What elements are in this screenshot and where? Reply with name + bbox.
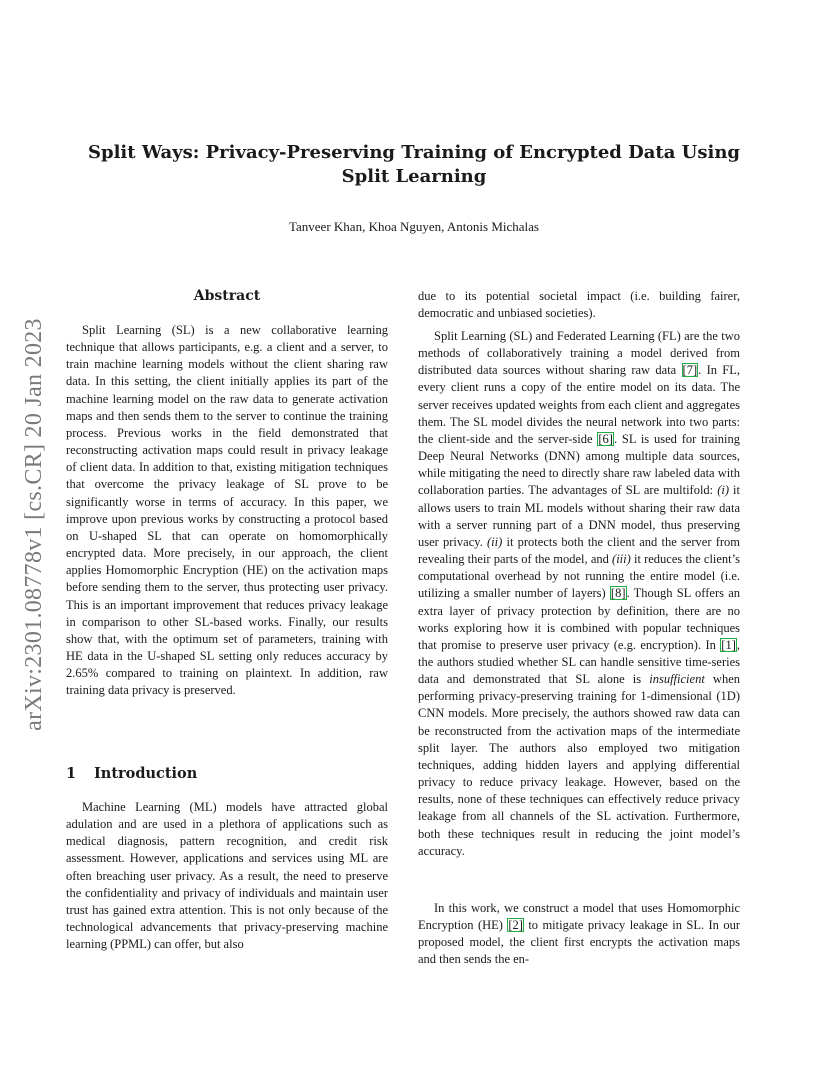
paper-title (80, 141, 748, 189)
text-run: . Though SL offers an extra layer of privacy protection by definition, there are no works exploring how it is combined with popular techniques that promise to preserve user privacy (e.g. encryption). In (418, 586, 740, 652)
abstract-text: Split Learning (SL) is a new collaborative learning technique that allows participants, e.g. a client and a server, to train machine learning models without the client sharing raw data. In this setting, the client initially applies its part of the machine learning model on the raw data to generate activation maps and then sends them to the server to continue the training process. Previous works in the field demonstrated that reconstructing activation maps could result in privacy leakage of client data. In addition to that, existing mitigation techniques that overcome the privacy leakage of SL prove to be significantly worse in terms of accuracy. In this paper, we improve upon previous works by constructing a protocol based on U-shaped SL that can operate on homomorphically encrypted data. More precisely, in our approach, the client applies Homomorphic Encryption (HE) on the activation maps before sending them to the server, thus protecting user privacy. This is an important improvement that reduces privacy leakage in comparison to other SL-based works. Finally, our results show that, with the optimum set of parameters, training with HE data in the U-shaped SL setting only reduces accuracy by 2.65% compared to training on plaintext. In addition, raw training data privacy is preserved. (66, 323, 388, 698)
citation-link[interactable]: [8] (610, 586, 626, 601)
text-run: In this work, we construct a model that uses Homomorphic Encryption (HE) (418, 901, 740, 933)
section-number: 1 (66, 765, 77, 782)
text-run: Split Learning (SL) and Federated Learning (FL) are the two methods of collaboratively training a model derived from distributed data sources without sharing raw data (418, 329, 740, 378)
citation-link[interactable]: [1] (721, 637, 736, 652)
section-title: Introduction (94, 765, 198, 782)
text-run: . SL is used for training Deep Neural Networks (DNN) among multiple data sources, while mitigating the need to directly share raw labeled data with collaboration parties. The advantages of SL are multifold: (418, 431, 741, 498)
citation-link[interactable]: [2] (508, 918, 523, 933)
emphasis-text: insufficient (649, 672, 705, 687)
text-run: . In FL, every client runs a copy of the entire model on its data. The server receives updated weights from each client and aggregates them. The SL model divides the neural network into two parts: the client-side and the server-side (418, 363, 741, 446)
abstract-heading: Abstract (193, 288, 261, 304)
text-run: it reduces the client’s computational overhead by not running the entire model (i.e. utilizing a smaller number of layers) (418, 552, 740, 601)
text-run: , the authors studied whether SL can handle sensitive time-series data and demonstrated that SL alone is (418, 637, 740, 687)
right-column-paragraph-2 (418, 900, 740, 969)
text-run: it allows users to train ML models without sharing their raw data with a server running part of a DNN model, thus preserving user privacy. (418, 483, 740, 549)
text-run: to mitigate privacy leakage in SL. In our proposed model, the client first encrypts the activation maps and then sends the en- (418, 918, 741, 967)
right-column-paragraph-0: due to its potential societal impact (i.e. building fairer, democratic and unbiased societies). (418, 289, 740, 321)
right-column-paragraph-1 (418, 328, 740, 860)
text-run: it protects both the client and the server from revealing their parts of the model, and (418, 534, 740, 567)
arxiv-id: arXiv:2301.08778v1 [cs.CR] 20 Jan 2023 (20, 317, 47, 731)
citation-link[interactable]: [6] (598, 431, 613, 446)
emphasis-text: (iii) (612, 552, 631, 567)
paper-authors: Tanveer Khan, Khoa Nguyen, Antonis Michalas (288, 219, 539, 234)
emphasis-text: (i) (717, 483, 730, 498)
section-introduction-heading (66, 765, 388, 782)
text-run: when performing privacy-preserving training for 1-dimensional (1D) CNN models. More precisely, the authors showed raw data can be reconstructed from the activation maps of the intermediate split layer. The authors also employed two mitigation techniques, adding hidden layers and applying differential privacy to reduce privacy leakage. However, based on the results, none of these techniques can effectively reduce privacy leakage from all channels of the SL activation. Furthermore, both these techniques result in reducing the joint model’s accuracy. (418, 672, 740, 858)
emphasis-text: (ii) (487, 534, 503, 549)
introduction-paragraph-1: Machine Learning (ML) models have attracted global adulation and are used in a plethora of applications such as medical diagnosis, pattern recognition, and credit risk assessment. However, applications and services using ML are often breaching user privacy. As a result, the need to preserve the confidentiality and privacy of individuals and maintain user trust has gained extra attention. This is not only because of the technological advancements that privacy-preserving machine learning (PPML) can offer, but also (66, 800, 388, 952)
arxiv-sidebar-stamp (14, 288, 54, 760)
citation-link[interactable]: [7] (682, 363, 698, 378)
paper-title-line-1: Split Ways: Privacy-Preserving Training of Encrypted Data Using (87, 142, 741, 163)
paper-title-line-2: Split Learning (341, 166, 487, 187)
